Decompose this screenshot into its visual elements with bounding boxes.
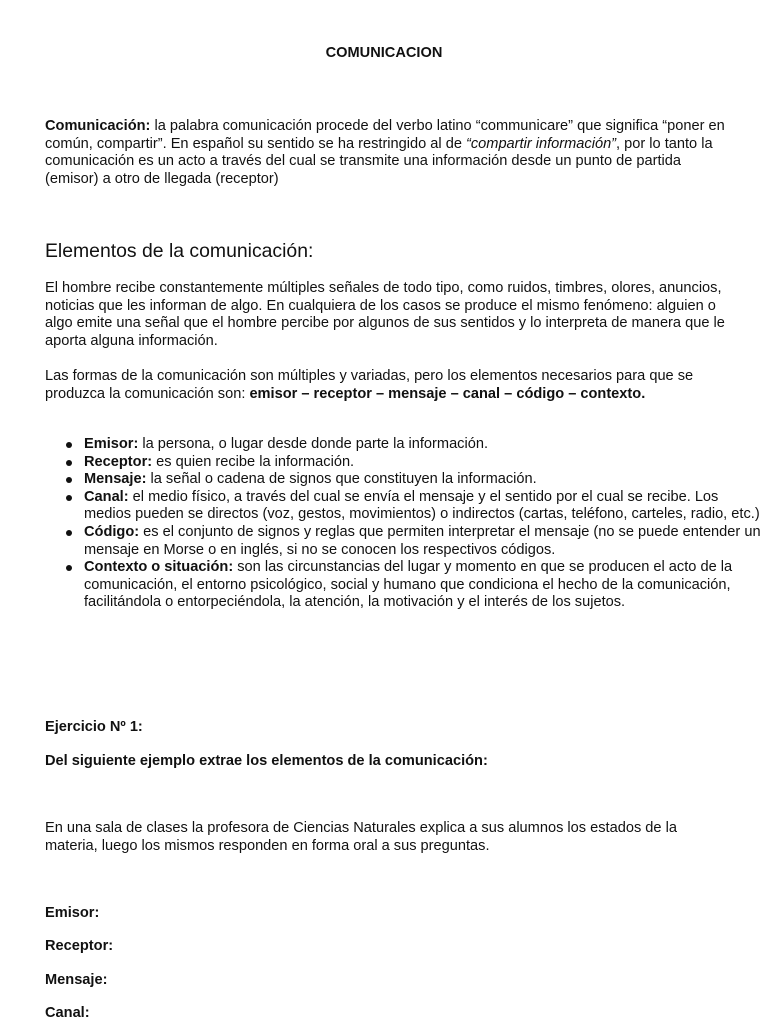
field-canal: Canal:: [45, 1005, 90, 1021]
list-item-term: Código:: [84, 523, 140, 540]
list-item-term: Contexto o situación:: [84, 559, 234, 576]
list-item-codigo: [84, 524, 764, 559]
list-item-term: Canal:: [84, 488, 129, 505]
list-item-desc: son las circunstancias del lugar y momento en que se producen el acto de la comunicación, el entorno psicológico, social y humano que condiciona el hecho de la comunicación, facilitándola o entorpeciéndola, la atención, la motivación y el interés de los sujetos.: [84, 559, 733, 611]
list-item-contexto: [84, 559, 764, 612]
field-receptor: Receptor:: [45, 938, 114, 954]
list-item-term: Emisor:: [84, 436, 139, 452]
intro-paragraph: [45, 118, 725, 188]
list-item-emisor: [84, 436, 764, 454]
list-item-desc: la señal o cadena de signos que constituyen la información.: [146, 471, 537, 488]
list-item-receptor: [84, 454, 764, 472]
paragraph-2-text: Las formas de la comunicación son múltiples y variadas, pero los elementos necesarios para que se produzca la comunicación son:: [45, 368, 694, 402]
field-emisor: Emisor:: [45, 905, 100, 921]
list-item-canal: [84, 489, 764, 524]
paragraph-2-bold: emisor – receptor – mensaje – canal – código – contexto.: [249, 385, 646, 402]
exercise-example: En una sala de clases la profesora de Ciencias Naturales explica a sus alumnos los estados de la materia, luego los mismos responden en forma oral a sus preguntas.: [45, 820, 677, 854]
section-heading: Elementos de la comunicación:: [45, 240, 314, 262]
list-item-mensaje: [84, 471, 764, 489]
field-mensaje: Mensaje:: [45, 972, 108, 988]
list-item-term: Mensaje:: [84, 471, 147, 488]
paragraph-2: [45, 368, 725, 403]
list-item-desc: es quien recibe la información.: [152, 453, 355, 470]
document-title: COMUNICACION: [325, 45, 443, 61]
intro-term: Comunicación:: [45, 118, 151, 134]
list-item-term: Receptor:: [84, 453, 153, 470]
list-item-desc: la persona, o lugar desde donde parte la información.: [138, 436, 489, 452]
intro-text-2: , por lo tanto la comunicación es un acto a través del cual se transmite una información desde un punto de partida (emisor) a otro de llegada (receptor): [45, 135, 713, 187]
paragraph-1: El hombre recibe constantemente múltiples señales de todo tipo, como ruidos, timbres, olores, anuncios, noticias que les informan de algo. En cualquiera de los casos se produce el mismo fenómeno: alguien o algo emite una señal que el hombre percibe por algunos de sus sentidos y lo interpreta de manera que le aporta alguna información.: [45, 280, 725, 349]
intro-italic: “compartir información”: [466, 135, 617, 152]
list-item-desc: el medio físico, a través del cual se envía el mensaje y el sentido por el cual se recibe. Los medios pueden se directos (voz, gestos, movimientos) o indirectos (cartas, teléfono, carteles, radio, etc.): [84, 488, 760, 523]
intro-text-1: la palabra comunicación procede del verbo latino “communicare” que significa “poner en común, compartir”. En español su sentido se ha restringido al de: [45, 118, 725, 152]
exercise-instruction: Del siguiente ejemplo extrae los elementos de la comunicación:: [45, 753, 488, 769]
list-item-desc: es el conjunto de signos y reglas que permiten interpretar el mensaje (no se puede entender un mensaje en Morse o en inglés, si no se conocen los respectivos códigos.: [84, 523, 761, 558]
exercise-title: Ejercicio Nº 1:: [45, 719, 143, 735]
elements-list: [45, 436, 764, 612]
